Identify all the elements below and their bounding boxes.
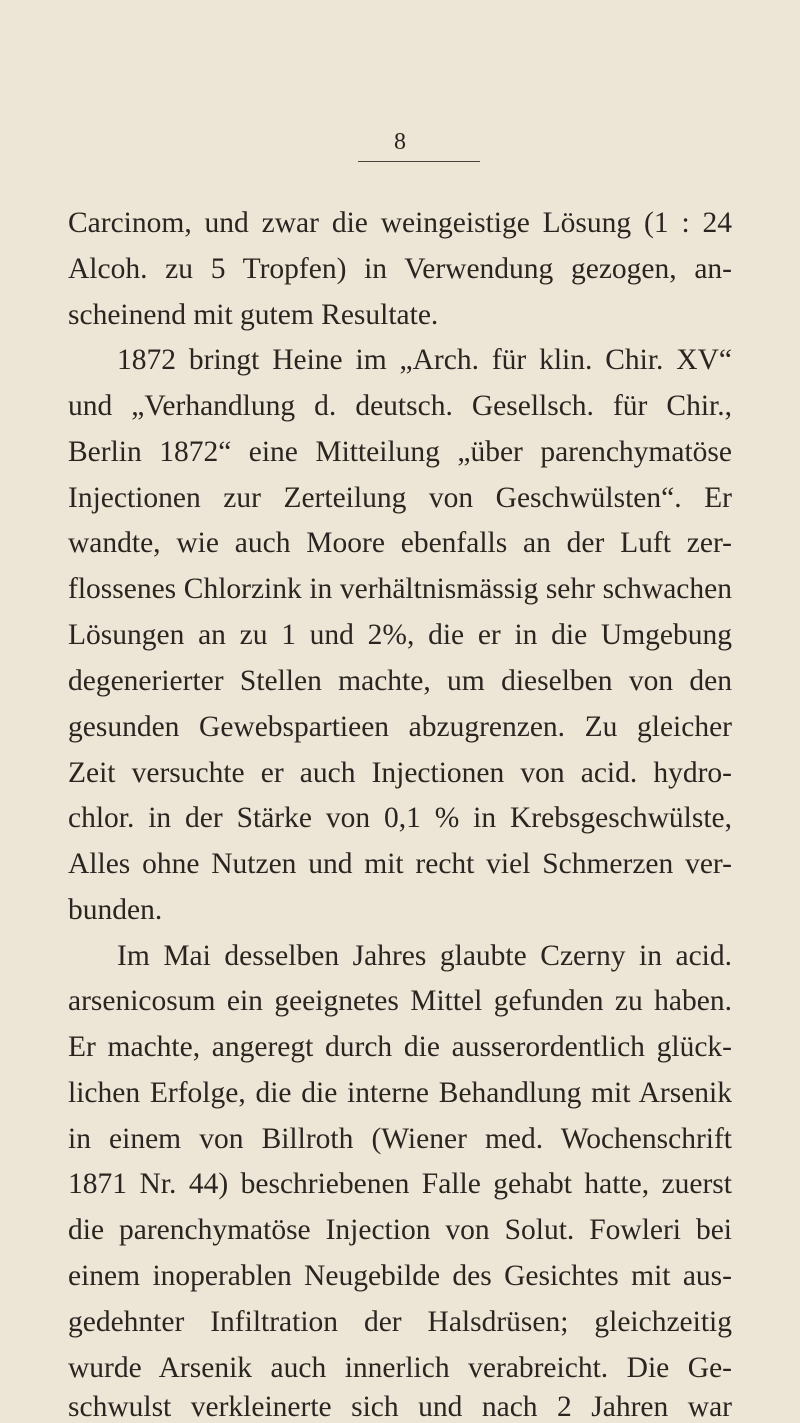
text-line: Berlin 1872“ eine Mitteilung „über parenchymatöse bbox=[68, 436, 732, 468]
text-line: Er machte, angeregt durch die ausserordentlich glück- bbox=[68, 1031, 732, 1063]
text-line: scheinend mit gutem Resultate. bbox=[68, 299, 439, 331]
text-line: gedehnter Infiltration der Halsdrüsen; gleichzeitig bbox=[68, 1306, 732, 1338]
text-line: lichen Erfolge, die die interne Behandlung mit Arsenik bbox=[68, 1077, 732, 1109]
text-line: wandte, wie auch Moore ebenfalls an der Luft zer- bbox=[68, 527, 732, 559]
header-rule bbox=[358, 161, 480, 162]
text-line: bunden. bbox=[68, 894, 163, 926]
text-line: in einem von Billroth (Wiener med. Wochenschrift bbox=[68, 1123, 732, 1155]
text-line: flossenes Chlorzink in verhältnismässig sehr schwachen bbox=[68, 573, 732, 605]
text-line: arsenicosum ein geeignetes Mittel gefunden zu haben. bbox=[68, 985, 732, 1017]
text-line: einem inoperablen Neugebilde des Gesichtes mit aus- bbox=[68, 1260, 732, 1292]
text-line: chlor. in der Stärke von 0,1 % in Krebsgeschwülste, bbox=[68, 802, 732, 834]
text-line: Alcoh. zu 5 Tropfen) in Verwendung gezogen, an- bbox=[68, 253, 732, 285]
text-line: wurde Arsenik auch innerlich verabreicht. Die Ge- bbox=[68, 1352, 732, 1384]
text-line: 1872 bringt Heine im „Arch. für klin. Chir. XV“ bbox=[117, 344, 732, 376]
page-number: 8 bbox=[394, 129, 406, 155]
text-line: schwulst verkleinerte sich und nach 2 Jahren war bbox=[68, 1391, 732, 1423]
text-line: Lösungen an zu 1 und 2%, die er in die Umgebung bbox=[68, 619, 732, 651]
text-line: gesunden Gewebspartieen abzugrenzen. Zu gleicher bbox=[68, 711, 732, 743]
text-line: Carcinom, und zwar die weingeistige Lösung (1 : 24 bbox=[68, 207, 732, 239]
text-line: die parenchymatöse Injection von Solut. Fowleri bei bbox=[68, 1214, 732, 1246]
text-line: degenerierter Stellen machte, um dieselben von den bbox=[68, 665, 732, 697]
text-line: Im Mai desselben Jahres glaubte Czerny in acid. bbox=[117, 940, 732, 972]
text-line: Injectionen zur Zerteilung von Geschwülsten“. Er bbox=[68, 482, 732, 514]
text-line: 1871 Nr. 44) beschriebenen Falle gehabt hatte, zuerst bbox=[68, 1168, 732, 1200]
text-line: Alles ohne Nutzen und mit recht viel Schmerzen ver- bbox=[68, 848, 732, 880]
text-line: und „Verhandlung d. deutsch. Gesellsch. für Chir., bbox=[68, 390, 732, 422]
text-line: Zeit versuchte er auch Injectionen von acid. hydro- bbox=[68, 757, 732, 789]
